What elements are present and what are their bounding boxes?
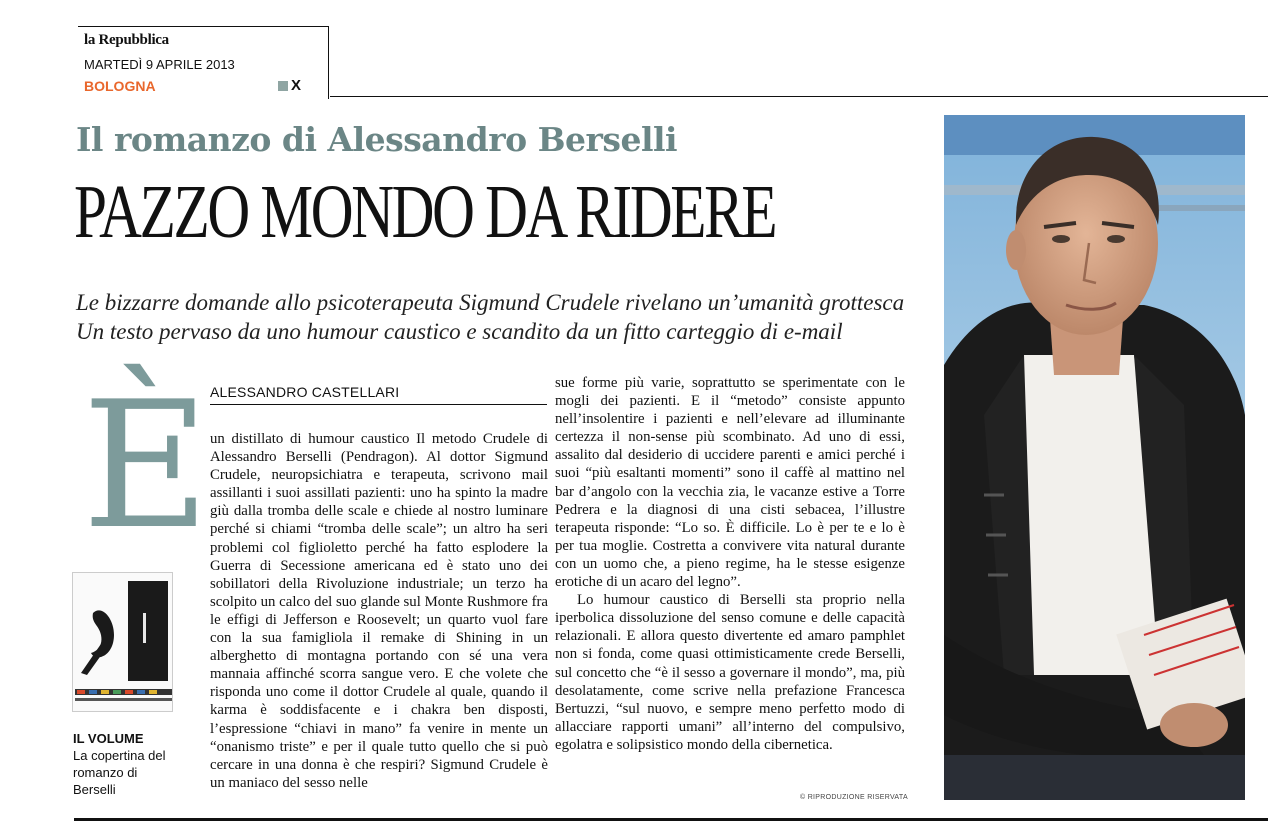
page-number: X [291, 77, 302, 94]
drop-cap: È [82, 365, 210, 568]
article-kicker: Il romanzo di Alessandro Berselli [76, 120, 678, 159]
article-column-1: un distillato di humour caustico Il metodo Crudele di Alessandro Berselli (Pendragon). Al dottor Sigmund Crudele, neuropsichiatra e terapeuta, scrivono mail assillanti i suoi assillati pazienti: uno ha spinto la madre giù dalla tromba delle scale e chiede al nostro luminare perché si chiami “tromba delle scale”; un altro ha seri problemi col figlioletto perché ha fatto esplodere la Guerra di Secessione americana ed è stato uno dei sobillatori della Rivoluzione industriale; un terzo ha scolpito un calco del suo glande sul Monte Rushmore fra le effigi di Jefferson e Roosevelt; un quarto vuol fare con la sua famigliola il remake di Shining in un alberghetto di montagna portando con sé una vera mannaia affinché scorra sangue vero. E che volete che risponda uno come il dottor Crudele al quale, quando il karma è soddisfacente e i chakra ben disposti, l’espressione “chiavi in mano” fa venire in mente un “onanismo triste” e per il quale tutto quello che si può cercare in una donna è che respiri? Sigmund Crudele è un maniaco del sesso nelle [210, 431, 548, 791]
subhead-line-1: Le bizzarre domande allo psicoterapeuta Sigmund Crudele rivelano un’umanità grottesca [76, 290, 905, 315]
copyright-notice: © RIPRODUZIONE RISERVATA [800, 794, 908, 801]
byline-divider [210, 404, 547, 405]
section-square-icon [278, 81, 288, 91]
book-cover-illustration [73, 573, 173, 712]
column-2-paragraph-1: sue forme più varie, soprattutto se sperimentate con le mogli dei pazienti. E il “metodo” consiste appunto nell’insolentire i pazienti e nell’elevare ad illuminante certezza il non-sense più scombinato. Ad uno di essi, assalito dal desiderio di uccidere parenti e amici perché i suoi “più esaltanti momenti” sono il caffè al mattino nel bar d’angolo con la vecchia zia, le vacanze estive a Torre Pedrera e la diagnosi di una cisti sebacea, l’illustre terapeuta risponde: “Lo so. È difficile. Lo è per te e lo è per tua moglie. Costretta a convivere vita natural durante con un uomo che, a pieno regime, ha le stesse esigenze erotiche di un acaro del legno”. [555, 375, 905, 591]
article-subhead [76, 288, 916, 346]
issue-date: MARTEDÌ 9 APRILE 2013 [84, 57, 235, 72]
portrait-illustration [944, 115, 1245, 800]
article-column-2 [555, 374, 905, 754]
book-caption-label: IL VOLUME [73, 731, 144, 746]
article-headline: PAZZO MONDO DA RIDERE [74, 170, 776, 254]
top-divider [330, 96, 1268, 97]
book-caption-text: La copertina del romanzo di Berselli [73, 748, 166, 797]
section-name: BOLOGNA [84, 78, 156, 94]
book-cover-image [72, 572, 173, 712]
column-2-paragraph-2: Lo humour caustico di Berselli sta proprio nella iperbolica dissoluzione del senso comune e delle capacità relazionali. E allora questo divertente ed amaro pamphlet non si fonda, come quasi ottimisticamente crede Berselli, sul concetto che “è il sesso a governare il mondo”, ma, più desolatamente, come scrive nella prefazione Francesca Bertuzzi, “sul nuovo, e sempre meno perfetto modo di allacciare rapporti umani” all’interno del compulsivo, egolatra e solipsistico mondo della cibernetica. [555, 592, 905, 753]
article-byline: ALESSANDRO CASTELLARI [210, 384, 400, 400]
subhead-line-2: Un testo pervaso da uno humour caustico e scandito da un fitto carteggio di e-mail [76, 319, 843, 344]
author-portrait-photo [944, 115, 1245, 800]
bottom-divider [74, 818, 1268, 821]
newspaper-name: la Repubblica [84, 32, 169, 48]
